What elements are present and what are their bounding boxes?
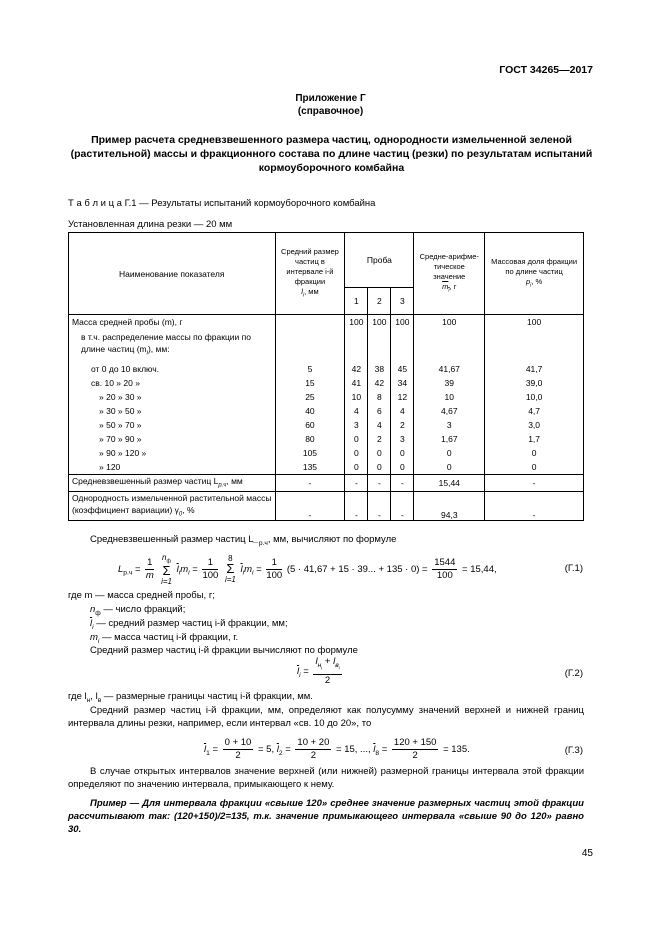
cell-share: - bbox=[485, 474, 584, 491]
cell-avg: 0 bbox=[414, 446, 485, 460]
table-row-weighted bbox=[69, 474, 584, 491]
cell-avg: 15,44 bbox=[414, 474, 485, 491]
table-caption-text: Г.1 — Результаты испытаний кормоуборочного комбайна bbox=[124, 198, 376, 209]
cell-avg: 1,67 bbox=[414, 432, 485, 446]
where-fractions: $n_ф$ — число фракций; bbox=[90, 604, 186, 617]
header-mean-size-text: Средний размер частиц в интервале i-й фракции bbox=[281, 246, 339, 286]
document-code: ГОСТ 34265—2017 bbox=[499, 64, 593, 76]
table-caption-prefix: Т а б л и ц а bbox=[68, 198, 122, 209]
header-share bbox=[485, 233, 584, 315]
row-label: » 20 » 30 » bbox=[69, 390, 276, 404]
cell-l: - bbox=[275, 491, 345, 521]
cell-l: - bbox=[275, 474, 345, 491]
row-label: » 120 bbox=[69, 460, 276, 475]
main-title: Пример расчета средневзвешенного размера частиц, однородности измельченной зеленой (растительной) массы и фракционного состава по длине частиц (резки) по результатам испытаний кормоуборочного комбайна bbox=[70, 134, 593, 174]
cell-l bbox=[275, 315, 345, 330]
header-sample: Проба bbox=[345, 233, 414, 288]
cell-share: 41,7 bbox=[485, 362, 584, 376]
cell-s2: 2 bbox=[368, 432, 391, 446]
cell-s1: 4 bbox=[345, 404, 368, 418]
equation-number-g1: (Г.1) bbox=[564, 563, 583, 574]
cell-s2: 6 bbox=[368, 404, 391, 418]
cell-s2: 42 bbox=[368, 376, 391, 390]
cell-avg: 3 bbox=[414, 418, 485, 432]
cell-share: 100 bbox=[485, 315, 584, 330]
row-label: в т.ч. распределение массы по фракции по длине частиц $(m_i)$, мм: bbox=[69, 329, 276, 362]
cell-s1: 10 bbox=[345, 390, 368, 404]
table-row bbox=[69, 460, 584, 475]
cell-s1: 0 bbox=[345, 446, 368, 460]
header-mean-size bbox=[275, 233, 345, 315]
cell-l: 5 bbox=[275, 362, 345, 376]
where-mean-size: $\overline{l}_i$ — средний размер частиц i-й фракции, мм; bbox=[90, 618, 288, 631]
cell-s1: 42 bbox=[345, 362, 368, 376]
cell-share: 4,7 bbox=[485, 404, 584, 418]
cell-s3: 4 bbox=[391, 404, 414, 418]
cell-s1: 0 bbox=[345, 432, 368, 446]
row-label: Однородность измельченной растительной массы (коэффициент вариации) $\gamma_0$, % bbox=[69, 491, 276, 521]
cell-s2: 38 bbox=[368, 362, 391, 376]
cell-share: 0 bbox=[485, 460, 584, 475]
row-label: Масса средней пробы (m), г bbox=[69, 315, 276, 330]
cell-s1: - bbox=[345, 474, 368, 491]
table-row-distribution bbox=[69, 329, 584, 362]
cell-s1: 41 bbox=[345, 376, 368, 390]
cell-avg: 94,3 bbox=[414, 491, 485, 521]
cell-s1: 3 bbox=[345, 418, 368, 432]
paragraph-mean-size-intro: Средний размер частиц i-й фракции вычисляют по формуле bbox=[90, 645, 358, 656]
cell-share: 39,0 bbox=[485, 376, 584, 390]
row-label: св. 10 » 20 » bbox=[69, 376, 276, 390]
row-label: » 30 » 50 » bbox=[69, 404, 276, 418]
table-row bbox=[69, 404, 584, 418]
cell-s3: 0 bbox=[391, 460, 414, 475]
appendix-heading bbox=[0, 92, 661, 118]
cell-l: 105 bbox=[275, 446, 345, 460]
equation-number-g2: (Г.2) bbox=[564, 668, 583, 679]
table-caption bbox=[68, 198, 375, 209]
appendix-title: Приложение Г bbox=[295, 93, 366, 104]
cell-l: 15 bbox=[275, 376, 345, 390]
cell-l: 80 bbox=[275, 432, 345, 446]
cell-s1: 100 bbox=[345, 315, 368, 330]
equation-number-g3: (Г.3) bbox=[564, 745, 583, 756]
cell-s3: 12 bbox=[391, 390, 414, 404]
cut-length-note: Установленная длина резки — 20 мм bbox=[68, 219, 233, 230]
formula-g3: $\overline{l}_1$ = $\frac{0 + 10}{2}$ = 5, $\overline{l}_2$ = $\frac{10 + 20}{2}$ = 15, ..., $\overline{l}_8$ = $\frac{120 + 150}{2}$ = 135. bbox=[204, 737, 470, 761]
cell-s3: 2 bbox=[391, 418, 414, 432]
cell-share: - bbox=[485, 491, 584, 521]
cell-s3: - bbox=[391, 474, 414, 491]
header-sample-2: 2 bbox=[368, 288, 391, 315]
page-number: 45 bbox=[581, 848, 593, 859]
cell-avg: 0 bbox=[414, 460, 485, 475]
paragraph-weighted-intro: Средневзвешенный размер частиц $L\__{р.ч}$, мм, вычисляют по формуле bbox=[90, 534, 397, 547]
where-fraction-mass: $m_i$ — масса частиц i-й фракции, г. bbox=[90, 632, 239, 645]
cell-l: 40 bbox=[275, 404, 345, 418]
paragraph-open-intervals: В случае открытых интервалов значение верхней (или нижней) размерной границы интервала этой фракции определяют по значению интервала, примыкающего к нему. bbox=[68, 766, 584, 790]
cell-avg: 41,67 bbox=[414, 362, 485, 376]
table-row bbox=[69, 362, 584, 376]
row-label: от 0 до 10 включ. bbox=[69, 362, 276, 376]
cell-s2: 4 bbox=[368, 418, 391, 432]
table-row-mass bbox=[69, 315, 584, 330]
header-share-text: Массовая доля фракции по длине частиц bbox=[491, 256, 578, 276]
header-avg-unit: $m_i$, г bbox=[442, 281, 457, 294]
where-bounds: где $l_н$, $l_в$ — размерные границы частиц i-й фракции, мм. bbox=[68, 691, 313, 704]
cell-s2: 8 bbox=[368, 390, 391, 404]
cell-avg: 100 bbox=[414, 315, 485, 330]
cell-avg: 4,67 bbox=[414, 404, 485, 418]
cell-s3: 3 bbox=[391, 432, 414, 446]
cell-s3: - bbox=[391, 491, 414, 521]
cell-avg: 10 bbox=[414, 390, 485, 404]
header-share-unit: $p_i$, % bbox=[526, 276, 543, 289]
header-name: Наименование показателя bbox=[69, 233, 276, 315]
cell-share: 1,7 bbox=[485, 432, 584, 446]
table-row bbox=[69, 446, 584, 460]
table-row bbox=[69, 418, 584, 432]
cell-l: 135 bbox=[275, 460, 345, 475]
cell-s2: 0 bbox=[368, 460, 391, 475]
appendix-subtitle: (справочное) bbox=[297, 106, 364, 117]
table-row bbox=[69, 390, 584, 404]
cell-share: 3,0 bbox=[485, 418, 584, 432]
table-row bbox=[69, 432, 584, 446]
table-row bbox=[69, 376, 584, 390]
header-avg bbox=[414, 233, 485, 315]
where-mass: где m — масса средней пробы, г; bbox=[68, 590, 215, 601]
cell-s2: - bbox=[368, 491, 391, 521]
row-label: » 50 » 70 » bbox=[69, 418, 276, 432]
formula-g2: $\overline{l}_i$ = $\frac{l_{н_i} + l_{в_i}}{2}$ bbox=[297, 656, 340, 687]
example-paragraph: Пример — Для интервала фракции «свыше 120» среднее значение размерных частиц этой фракции рассчитывают так: (120+150)/2=135, т.к. значение примыкающего интервала «свыше 90 до 120» равно 30. bbox=[68, 798, 584, 835]
row-label: Средневзвешенный размер частиц $L_{р.ч}$, мм bbox=[69, 474, 276, 491]
cell-l: 25 bbox=[275, 390, 345, 404]
row-label: » 70 » 90 » bbox=[69, 432, 276, 446]
formula-g1: $L_{р.ч}$ = $\frac{1}{m}$ $n_ф$ Σ i=1 $\overline{l}_im_i$ = $\frac{1}{100}$ 8 Σ i=1 $\overline{l}_im_i$ = $\frac{1}{100}$ (5 · 41,67 + 15 · 39... + 135 · 0) = $\frac{1544}{100}$ = 15,44, bbox=[118, 553, 497, 586]
cell-share: 10,0 bbox=[485, 390, 584, 404]
header-sample-3: 3 bbox=[391, 288, 414, 315]
fraction-rows bbox=[69, 362, 584, 475]
header-avg-text: Средне-арифме-тическое значение bbox=[419, 251, 479, 281]
cell-s1: - bbox=[345, 491, 368, 521]
row-label: » 90 » 120 » bbox=[69, 446, 276, 460]
cell-s3: 100 bbox=[391, 315, 414, 330]
cell-s3: 34 bbox=[391, 376, 414, 390]
cell-s3: 0 bbox=[391, 446, 414, 460]
cell-s2: - bbox=[368, 474, 391, 491]
header-mean-size-unit: $l_i$, мм bbox=[301, 286, 319, 299]
results-table bbox=[68, 232, 584, 521]
paragraph-mean-size-rule: Средний размер частиц i-й фракции, мм, определяют как полусумму значений верхней и нижней границ интервала длины резки, например, если интервал «св. 10 до 20», то bbox=[68, 705, 584, 729]
cell-s2: 100 bbox=[368, 315, 391, 330]
cell-l: 60 bbox=[275, 418, 345, 432]
cell-s2: 0 bbox=[368, 446, 391, 460]
table-row-uniformity bbox=[69, 491, 584, 521]
cell-share: 0 bbox=[485, 446, 584, 460]
header-sample-1: 1 bbox=[345, 288, 368, 315]
cell-avg: 39 bbox=[414, 376, 485, 390]
cell-s1: 0 bbox=[345, 460, 368, 475]
cell-s3: 45 bbox=[391, 362, 414, 376]
